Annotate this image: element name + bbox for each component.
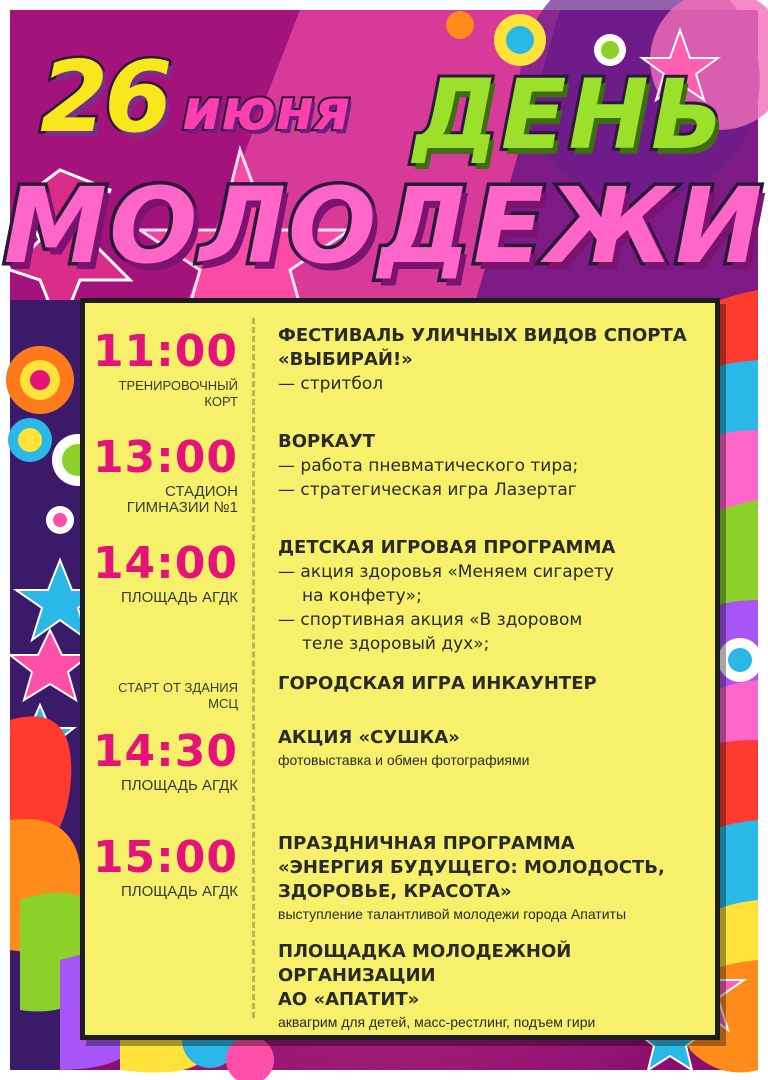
schedule-time-block [86, 538, 238, 606]
schedule-event [278, 832, 708, 924]
event-title: ВОРКАУТ [278, 431, 376, 452]
schedule-place: СТАРТ ОТ ЗДАНИЯ МСЦ [118, 680, 238, 711]
event-title: ДЕТСКАЯ ИГРОВАЯ ПРОГРАММА [278, 537, 616, 558]
schedule-place: ПЛОЩАДЬ АГДК [120, 883, 238, 900]
schedule-event [278, 726, 708, 770]
schedule-event [278, 672, 708, 696]
schedule-place: ТРЕНИРОВОЧНЫЙ КОРТ [118, 378, 238, 409]
schedule-place: СТАДИОН ГИМНАЗИИ №1 [126, 483, 238, 516]
schedule-event [278, 940, 708, 1032]
schedule-time-block [86, 680, 238, 712]
schedule-time: 11:00 [92, 326, 238, 377]
schedule-time: 15:00 [92, 832, 238, 883]
schedule-time: 14:00 [92, 538, 238, 589]
title-line2: МОЛОДЕЖИ [3, 165, 765, 287]
event-line: — стритбол [278, 374, 384, 394]
event-title: ЗДОРОВЬЕ, КРАСОТА» [278, 881, 512, 902]
event-line: теле здоровый дух»; [302, 634, 490, 654]
schedule-time: 14:30 [92, 726, 238, 777]
event-title: «ЭНЕРГИЯ БУДУЩЕГО: МОЛОДОСТЬ, [278, 857, 665, 878]
schedule-place: ПЛОЩАДЬ АГДК [120, 589, 238, 606]
event-note: выступление талантливой молодежи города Апатиты [278, 906, 627, 922]
date-month: июня [182, 78, 351, 143]
event-line: — стратегическая игра Лазертаг [278, 480, 577, 500]
title-line1: ДЕНЬ [413, 59, 726, 171]
event-note: аквагрим для детей, масс-рестлинг, подъем гири [278, 1014, 596, 1030]
schedule-divider [252, 318, 255, 1018]
title-date [40, 41, 380, 158]
schedule-time-block [86, 326, 238, 410]
event-line: на конфету»; [302, 586, 422, 606]
schedule-event [278, 430, 708, 502]
event-title: АКЦИЯ «СУШКА» [278, 727, 460, 748]
event-title: «ВЫБИРАЙ!» [278, 349, 413, 370]
event-title: ПРАЗДНИЧНАЯ ПРОГРАММА [278, 833, 575, 854]
event-line: — акция здоровья «Меняем сигарету [278, 562, 614, 582]
event-title: АО «АПАТИТ» [278, 989, 420, 1010]
date-day: 26 [40, 41, 169, 155]
event-title: ГОРОДСКАЯ ИГРА ИНКАУНТЕР [278, 673, 597, 694]
event-title: ФЕСТИВАЛЬ УЛИЧНЫХ ВИДОВ СПОРТА [278, 325, 687, 346]
schedule-event [278, 536, 708, 656]
schedule-time-block [86, 832, 238, 900]
event-note: фотовыставка и обмен фотографиями [278, 752, 530, 768]
schedule-time-block [86, 432, 238, 516]
schedule-event [278, 324, 708, 396]
event-line: — спортивная акция «В здоровом [278, 610, 583, 630]
schedule-time-block [86, 726, 238, 794]
event-title: ПЛОЩАДКА МОЛОДЕЖНОЙ ОРГАНИЗАЦИИ [278, 941, 572, 986]
schedule-place: ПЛОЩАДЬ АГДК [120, 777, 238, 794]
event-line: — работа пневматического тира; [278, 456, 579, 476]
schedule-time: 13:00 [92, 432, 238, 483]
